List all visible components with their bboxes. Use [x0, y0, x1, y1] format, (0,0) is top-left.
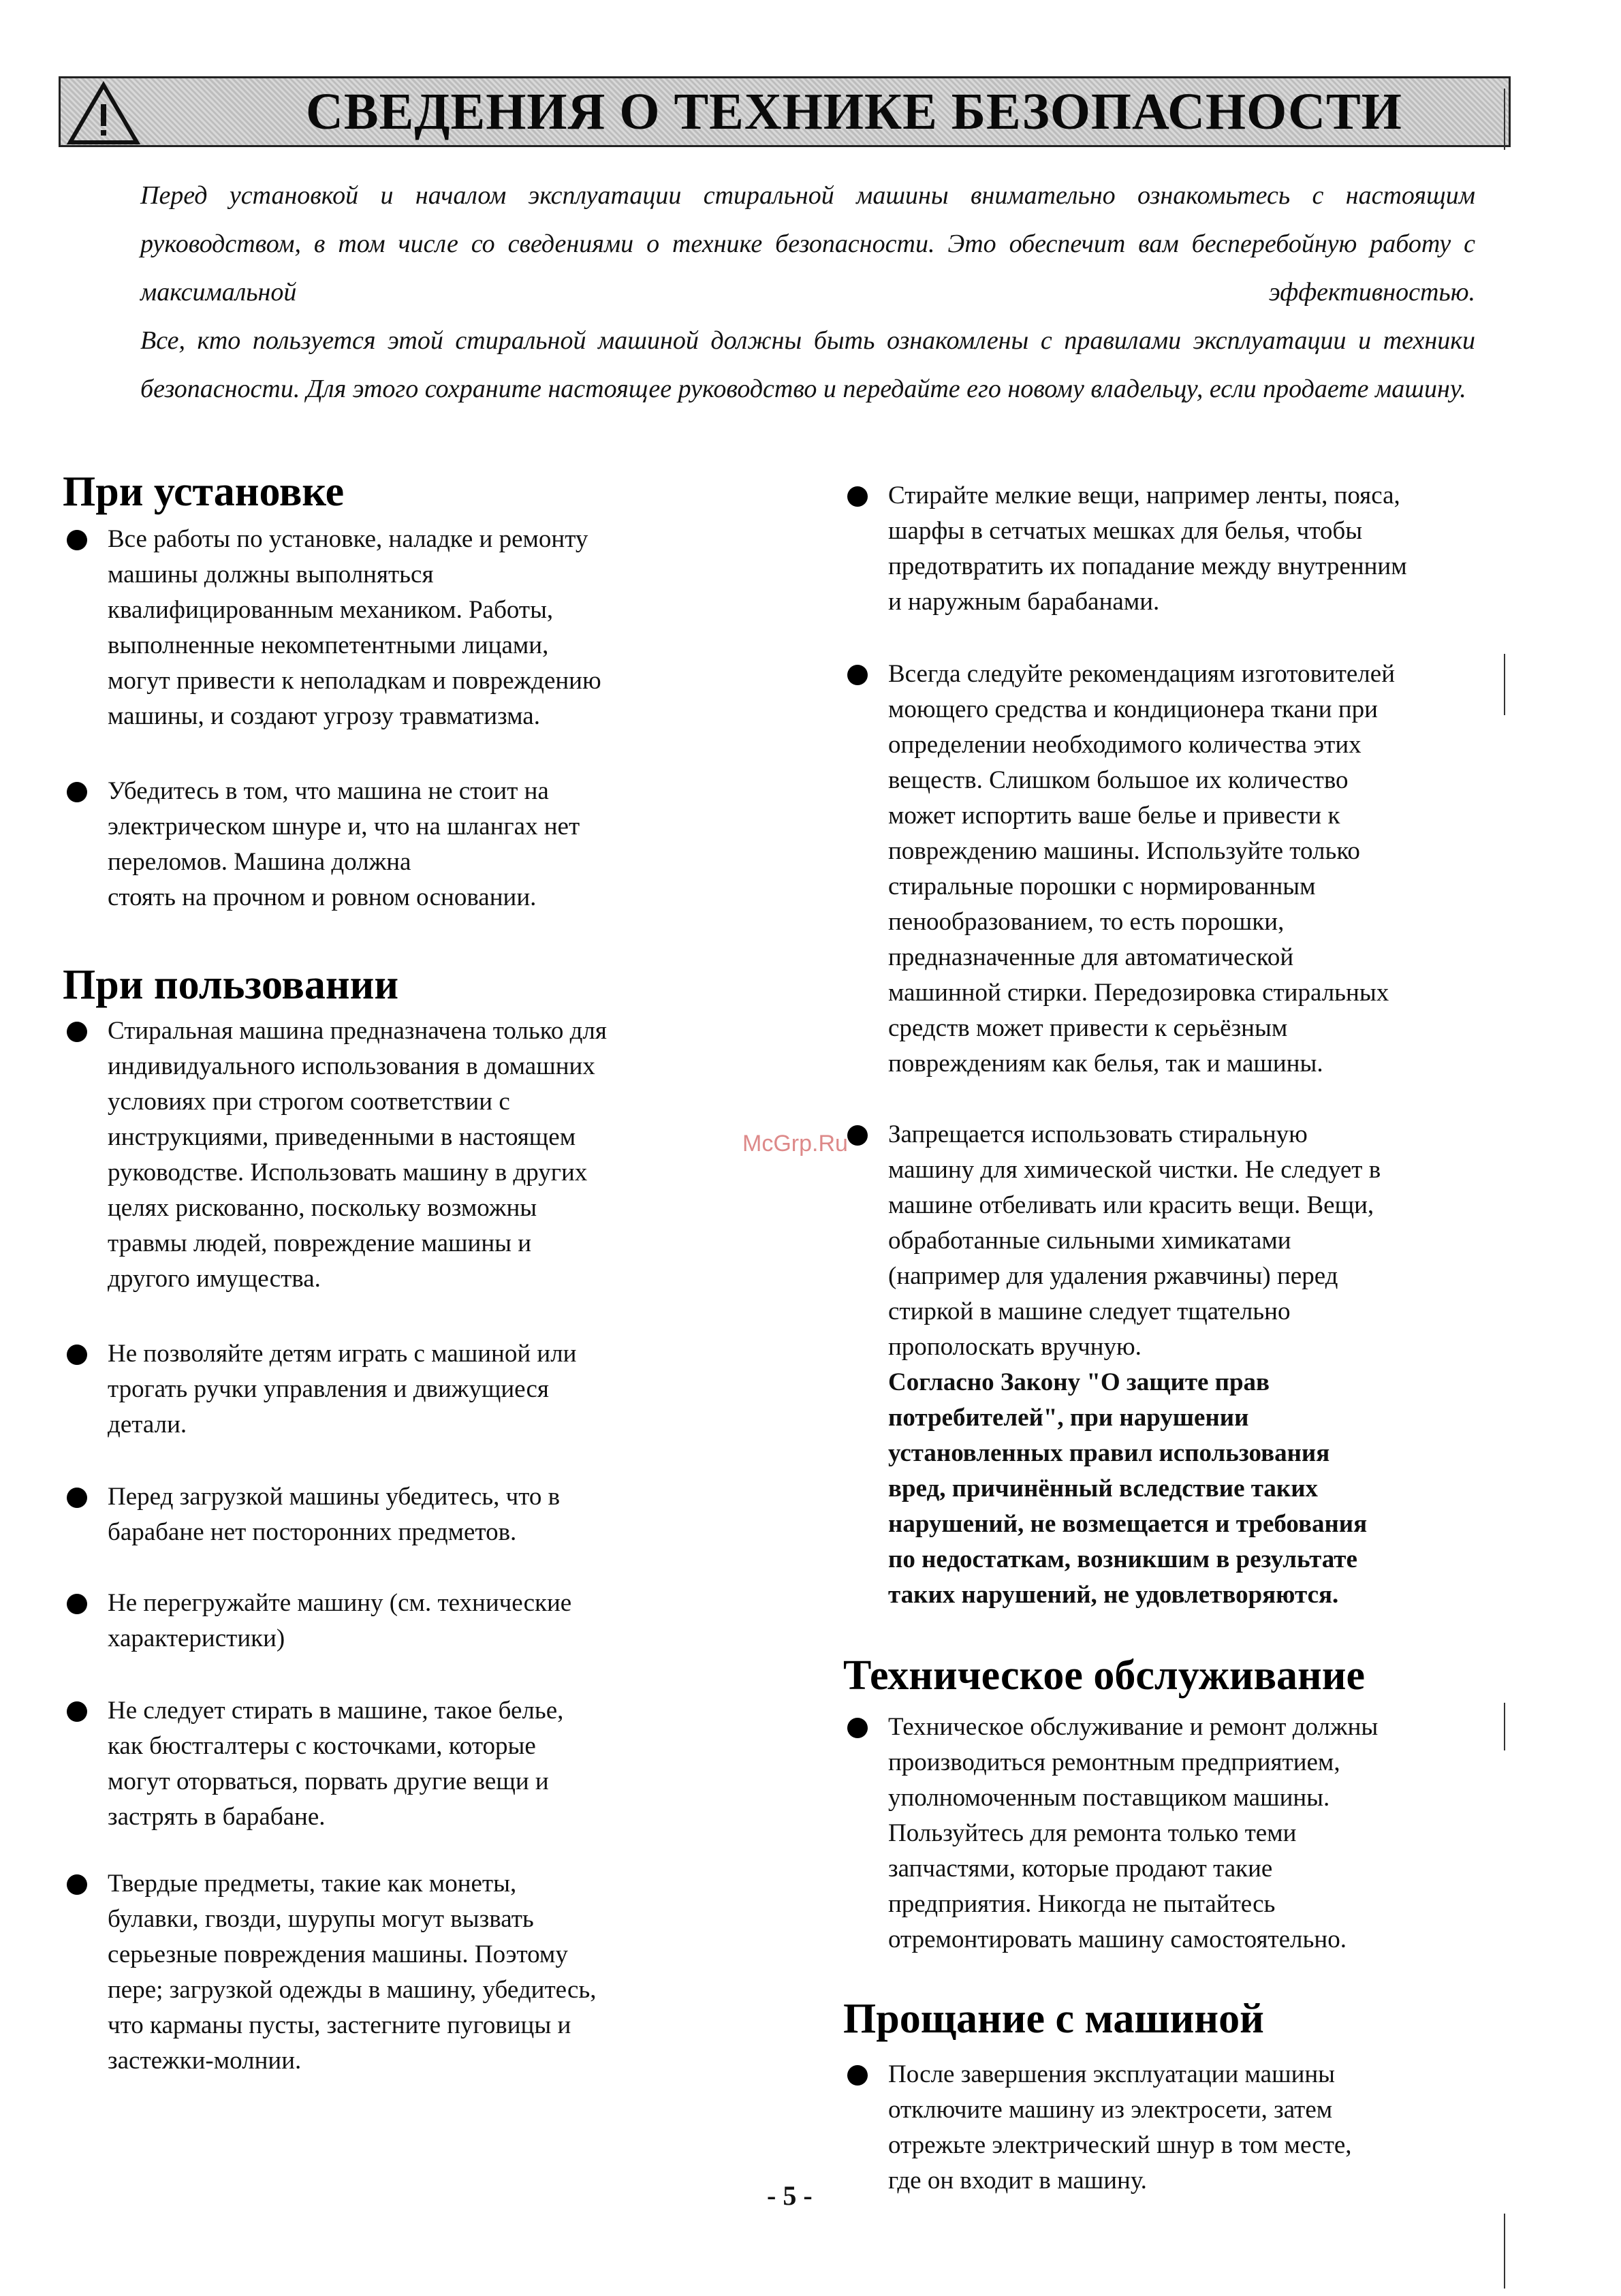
list-item: После завершения эксплуатации машины отключите машину из электросети, затем отрежьте электрический шнур в том месте, где он входит в машину. — [843, 2057, 1524, 2199]
header-bar — [59, 76, 1511, 147]
bullet-icon — [847, 2065, 868, 2086]
bullet-icon — [67, 1344, 87, 1365]
bullet-icon — [67, 1488, 87, 1508]
page-edge-line — [1504, 2214, 1505, 2289]
section-title-disposal: Прощание с машиной — [843, 1996, 1264, 2042]
bullet-icon — [67, 1701, 87, 1722]
warning-triangle-icon — [66, 81, 141, 146]
list-item: Не позволяйте детям играть с машиной или трогать ручки управления и движущиеся детали. — [63, 1336, 744, 1443]
bullet-icon — [847, 665, 868, 685]
list-item: Не следует стирать в машине, такое белье, как бюстгалтеры с косточками, которые могут оторваться, порвать другие вещи и застрять в барабане. — [63, 1693, 744, 1835]
list-item: Перед загрузкой машины убедитесь, что в барабане нет посторонних предметов. — [63, 1479, 744, 1550]
page-edge-line — [1504, 89, 1505, 150]
page-edge-line — [1504, 1703, 1505, 1750]
bullet-icon — [67, 1022, 87, 1042]
bullet-icon — [847, 1718, 868, 1738]
list-item: Стиральная машина предназначена только для индивидуального использования в домашних условиях при строгом соответствии с инструкциями, приведенными в настоящем руководстве. Использовать машину в других целях рискованно, поскольку возможны травмы людей, повреждение машины и другого имущества. — [63, 1013, 744, 1297]
watermark: McGrp.Ru — [742, 1131, 848, 1157]
list-item: Убедитесь в том, что машина не стоит на электрическом шнуре и, что на шлангах нет переломов. Машина должна стоять на прочном и ровном основании. — [63, 774, 744, 915]
page-number: - 5 - — [767, 2180, 813, 2211]
intro-paragraph: Все, кто пользуется этой стиральной машиной должны быть ознакомлены с правилами эксплуатации и техники безопасности. Для этого сохраните настоящее руководство и передайте его новому владельцу, если продаете машину. — [140, 326, 1475, 403]
bullet-icon — [67, 1594, 87, 1614]
list-item: Техническое обслуживание и ремонт должны производиться ремонтным предприятием, уполномоченным поставщиком машины. Пользуйтесь для ремонта только теми запчастями, которые продают такие предприятия. Никогда не пытайтесь отремонтировать машину самостоятельно. — [843, 1710, 1524, 1957]
list-item: Твердые предметы, такие как монеты, булавки, гвозди, шурупы могут вызвать серьезные повреждения машины. Поэтому пере; загрузкой одежды в машину, убедитесь, что карманы пусты, застегните пуговицы и застежки-молнии. — [63, 1866, 744, 2079]
section-title-maintenance: Техническое обслуживание — [843, 1652, 1366, 1699]
section-title-installation: При установке — [63, 469, 345, 515]
bullet-icon — [847, 486, 868, 507]
page-edge-line — [1504, 654, 1505, 715]
legal-note: Согласно Закону "О защите прав потребителей", при нарушении установленных правил использования вред, причинённый вследствие таких нарушений, не возмещается и требования по недостаткам, возникшим в результате таких нарушений, не удовлетворяются. — [888, 1368, 1368, 1609]
bullet-icon — [67, 1874, 87, 1895]
list-item: Всегда следуйте рекомендациям изготовителей моющего средства и кондиционера ткани при определении необходимого количества этих веществ. Слишком большое их количество может испортить ваше белье и привести к повреждению машины. Используйте только стиральные порошки с нормированным пенообразованием, то есть порошки, предназначенные для автоматической машинной стирки. Передозировка стиральных средств может привести к серьёзным повреждениям как белья, так и машины. — [843, 657, 1524, 1082]
bullet-icon — [67, 782, 87, 802]
bullet-icon — [67, 530, 87, 550]
list-item: Стирайте мелкие вещи, например ленты, пояса, шарфы в сетчатых мешках для белья, чтобы предотвратить их попадание между внутренним и наружным барабанами. — [843, 478, 1524, 620]
intro-paragraph: Перед установкой и началом эксплуатации стиральной машины внимательно ознакомьтесь с настоящим руководством, в том числе со сведениями о технике безопасности. Это обеспечит вам бесперебойную работу с максимальной эффективностью. — [140, 181, 1475, 306]
bullet-icon — [847, 1125, 868, 1146]
page-title: СВЕДЕНИЯ О ТЕХНИКЕ БЕЗОПАСНОСТИ — [306, 83, 1402, 140]
intro — [140, 172, 1475, 413]
list-item: Все работы по установке, наладке и ремонту машины должны выполняться квалифицированным механиком. Работы, выполненные некомпетентными лицами, могут привести к неполадкам и повреждению машины, и создают угрозу травматизма. — [63, 522, 744, 734]
section-title-usage: При пользовании — [63, 962, 399, 1008]
list-item: Запрещается использовать стиральную машину для химической чистки. Не следует в машине отбеливать или красить вещи. Вещи, обработанные сильными химикатами (например для удаления ржавчины) перед стиркой в машине следует тщательно прополоскать вручную. Согласно Закону "О защите прав потребителей", при нарушении установленных правил использования вред, причинённый вследствие таких нарушений, не возмещается и требования по недостаткам, возникшим в результате таких нарушений, не удовлетворяются. — [843, 1117, 1524, 1613]
list-item: Не перегружайте машину (см. технические характеристики) — [63, 1586, 744, 1656]
